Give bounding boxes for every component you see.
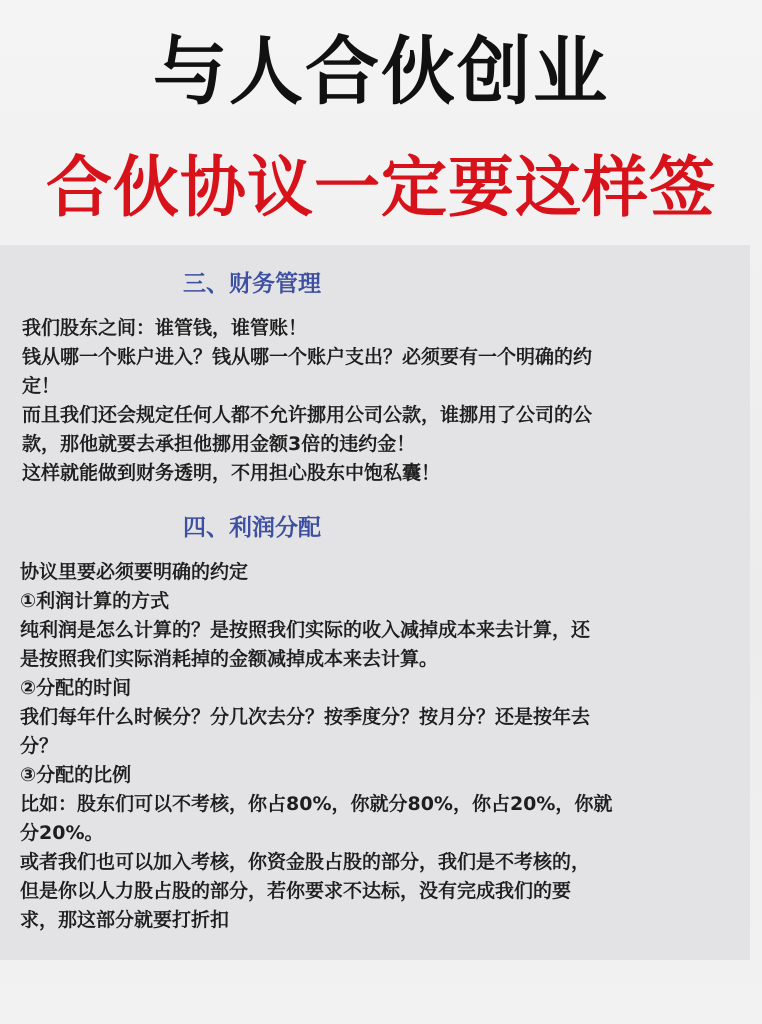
page-title: 与人合伙创业 — [153, 29, 609, 115]
text-line: 定！ — [22, 375, 61, 397]
text-line: 比如：股东们可以不考核，你占80%，你就分80%，你占20%，你就 — [20, 793, 613, 815]
text-line: ①利润计算的方式 — [20, 590, 170, 612]
section-body-finance — [22, 314, 722, 488]
text-line: 求，那这部分就要打折扣 — [20, 909, 230, 931]
text-line: 分20%。 — [20, 822, 104, 844]
text-line: 我们每年什么时候分？分几次去分？按季度分？按月分？还是按年去 — [20, 706, 591, 728]
text-line: 钱从哪一个账户进入？钱从哪一个账户支出？必须要有一个明确的约 — [22, 346, 593, 368]
text-line: 纯利润是怎么计算的？是按照我们实际的收入减掉成本来去计算，还 — [20, 619, 591, 641]
text-line: ②分配的时间 — [20, 677, 132, 699]
text-line: 但是你以人力股占股的部分，若你要求不达标，没有完成我们的要 — [20, 880, 572, 902]
text-line: 这样就能做到财务透明，不用担心股东中饱私囊！ — [22, 462, 441, 484]
text-line: 是按照我们实际消耗掉的金额减掉成本来去计算。 — [20, 648, 439, 670]
content-card — [0, 245, 750, 960]
section-heading-finance: 三、财务管理 — [183, 271, 321, 297]
text-line: 或者我们也可以加入考核，你资金股占股的部分，我们是不考核的， — [20, 851, 591, 873]
text-line: ③分配的比例 — [20, 764, 132, 786]
text-line: 我们股东之间：谁管钱，谁管账！ — [22, 317, 308, 339]
text-line: 而且我们还会规定任何人都不允许挪用公司公款，谁挪用了公司的公 — [22, 404, 593, 426]
text-line: 协议里要必须要明确的约定 — [20, 561, 249, 583]
section-body-profit — [20, 558, 720, 935]
page-subtitle: 合伙协议一定要这样签 — [46, 149, 716, 226]
text-line: 分？ — [20, 735, 59, 757]
text-line: 款，那他就要去承担他挪用金额3倍的违约金！ — [22, 433, 416, 455]
section-heading-profit: 四、利润分配 — [183, 515, 321, 541]
